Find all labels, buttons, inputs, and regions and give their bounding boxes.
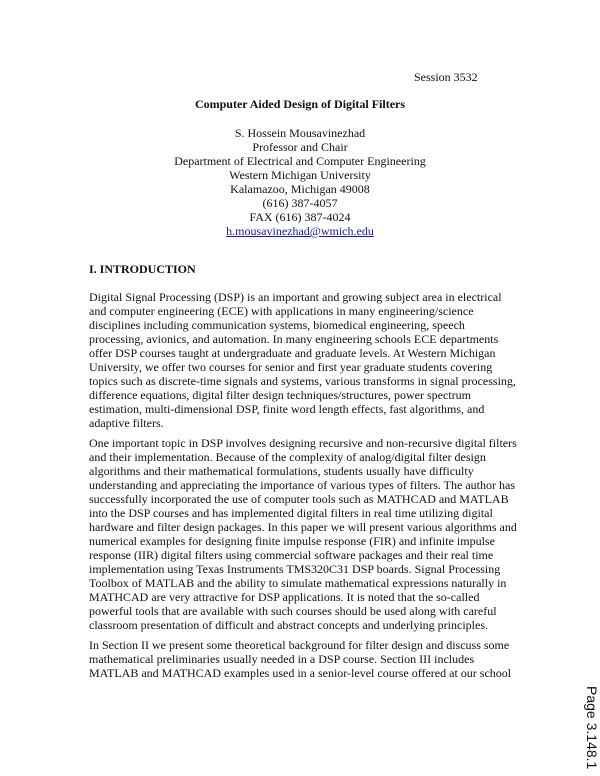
text-line: numerical examples for designing finite impulse response (FIR) and infinite impulse — [89, 534, 495, 548]
text-line: successfully incorporated the use of computer tools such as MATHCAD and MATLAB — [89, 492, 509, 506]
text-line: algorithms and their mathematical formulations, students usually have difficulty — [89, 464, 474, 478]
text-line: classroom presentation of difficult and abstract concepts and underlying principles. — [89, 618, 488, 632]
text-line: disciplines including communication systems, biomedical engineering, speech — [89, 318, 465, 332]
text-line: implementation using Texas Instruments TMS320C31 DSP boards. Signal Processing — [89, 562, 501, 576]
author-phone: (616) 387-4057 — [262, 196, 338, 210]
paper-title: Computer Aided Design of Digital Filters — [194, 97, 406, 111]
text-line: Digital Signal Processing (DSP) is an important and growing subject area in electrical — [89, 290, 502, 304]
session-number: Session 3532 — [414, 70, 478, 84]
text-line: and their implementation. Because of the complexity of analog/digital filter design — [89, 450, 486, 464]
paragraph — [89, 638, 529, 680]
paragraph — [89, 436, 529, 632]
text-line: and computer engineering (ECE) with applications in many engineering/science — [89, 304, 474, 318]
text-line: hardware and filter design packages. In this paper we will present various algorithms and — [89, 520, 517, 534]
text-line: In Section II we present some theoretical background for filter design and discuss some — [89, 638, 510, 652]
section-heading: I. INTRODUCTION — [89, 262, 196, 276]
text-line: adaptive filters. — [89, 416, 164, 430]
text-line: response (IIR) digital filters using commercial software packages and their real time — [89, 548, 494, 562]
text-line: mathematical preliminaries usually needed in a DSP course. Section III includes — [89, 652, 475, 666]
text-line: processing, avionics, and automation. In many engineering schools ECE departments — [89, 332, 499, 346]
text-line: understanding and appreciating the importance of various types of filters. The author has — [89, 478, 515, 492]
page-number: Page 3.148.1 — [584, 686, 600, 770]
text-line: MATLAB and MATHCAD examples used in a senior-level course offered at our school — [89, 666, 512, 680]
author-university: Western Michigan University — [229, 168, 371, 182]
paragraph — [89, 290, 529, 430]
author-department: Department of Electrical and Computer Engineering — [174, 154, 426, 168]
text-line: One important topic in DSP involves designing recursive and non-recursive digital filters — [89, 436, 517, 450]
text-line: University, we offer two courses for senior and first year graduate students covering — [89, 360, 493, 374]
text-line: estimation, multi-dimensional DSP, finite word length effects, fast algorithms, and — [89, 402, 485, 416]
author-name: S. Hossein Mousavinezhad — [234, 126, 366, 140]
text-line: offer DSP courses taught at undergraduate and graduate levels. At Western Michigan — [89, 346, 496, 360]
text-line: Toolbox of MATLAB and the ability to simulate mathematical expressions naturally in — [89, 576, 507, 590]
text-line: topics such as discrete-time signals and systems, various transforms in signal processing, — [89, 374, 516, 388]
author-role: Professor and Chair — [252, 140, 348, 154]
author-fax: FAX (616) 387-4024 — [249, 210, 351, 224]
text-line: difference equations, digital filter design techniques/structures, power spectrum — [89, 388, 471, 402]
author-email-link[interactable]: h.mousavinezhad@wmich.edu — [226, 224, 374, 238]
text-line: powerful tools that are available with such courses should be used along with careful — [89, 604, 497, 618]
author-address: Kalamazoo, Michigan 49008 — [230, 182, 370, 196]
author-block — [0, 126, 600, 238]
text-line: into the DSP courses and has implemented digital filters in real time utilizing digital — [89, 506, 493, 520]
text-line: MATHCAD are very attractive for DSP applications. It is noted that the so-called — [89, 590, 480, 604]
